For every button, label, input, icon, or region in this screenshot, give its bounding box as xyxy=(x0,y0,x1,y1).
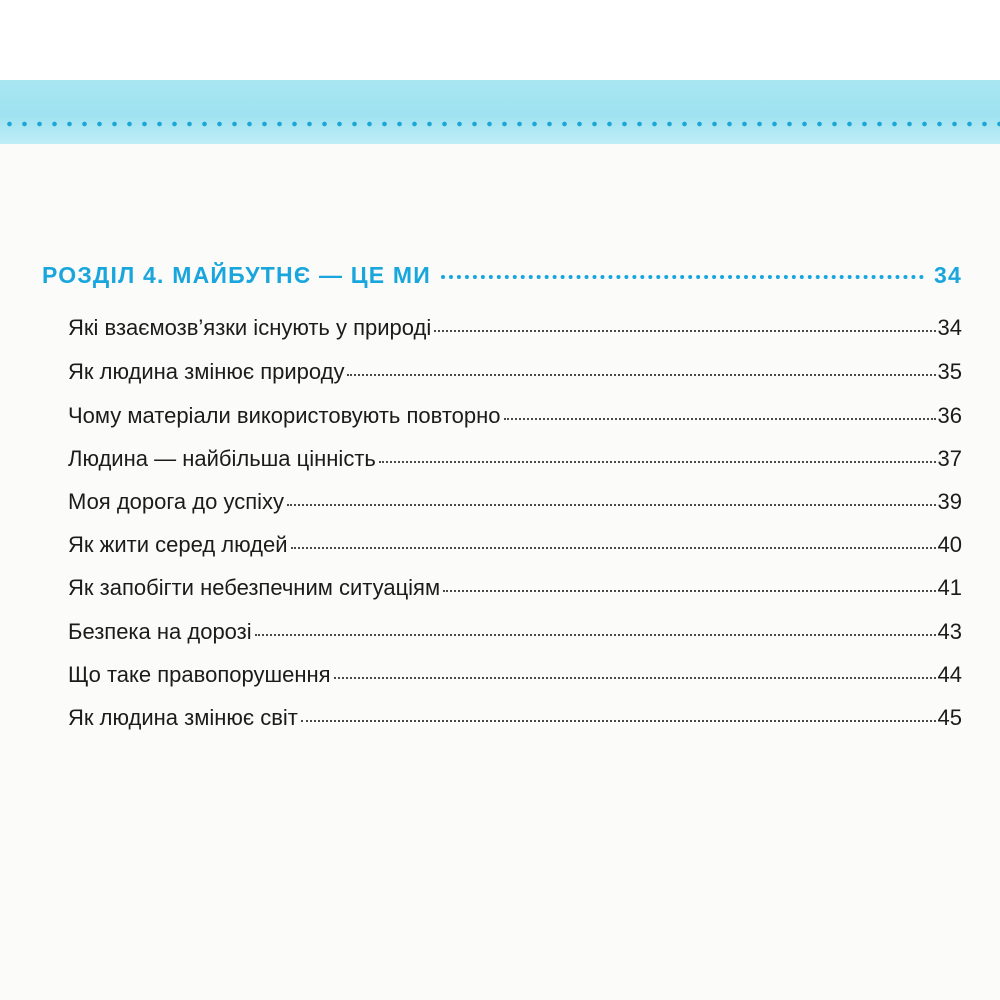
entry-title: Як людина змінює світ xyxy=(68,705,298,730)
toc-entry[interactable] xyxy=(68,575,962,605)
entry-title: Чому матеріали використовують повторно xyxy=(68,403,501,428)
entry-page-number: 35 xyxy=(937,359,962,384)
toc-entry[interactable] xyxy=(68,532,962,562)
toc-entry[interactable] xyxy=(68,446,962,476)
dot-leader xyxy=(443,590,935,592)
toc-entry[interactable] xyxy=(68,403,962,433)
entry-title: Як людина змінює природу xyxy=(68,359,345,384)
section-page-number: 34 xyxy=(934,262,962,288)
toc-entry[interactable] xyxy=(68,489,962,519)
dot-leader xyxy=(379,461,936,463)
entry-title: Моя дорога до успіху xyxy=(68,489,285,514)
entry-page-number: 39 xyxy=(937,489,962,514)
section-title: РОЗДІЛ 4. МАЙБУТНЄ — ЦЕ МИ xyxy=(42,262,432,288)
dot-leader xyxy=(255,634,936,636)
toc-entry[interactable] xyxy=(68,705,962,735)
dot-leader xyxy=(504,418,936,420)
entry-page-number: 44 xyxy=(937,662,962,687)
entry-page-number: 37 xyxy=(937,446,962,471)
toc-section-heading[interactable] xyxy=(42,262,962,296)
entry-page-number: 45 xyxy=(937,705,962,730)
entry-title: Які взаємозв’язки існують у природі xyxy=(68,315,432,340)
entry-page-number: 34 xyxy=(937,315,962,340)
dot-leader xyxy=(291,547,936,549)
toc-entry[interactable] xyxy=(68,359,962,389)
toc-entry[interactable] xyxy=(68,619,962,649)
entry-page-number: 43 xyxy=(937,619,962,644)
dot-leader xyxy=(347,374,935,376)
dot-leader xyxy=(287,504,936,506)
entry-page-number: 36 xyxy=(937,403,962,428)
dot-leader xyxy=(334,677,936,679)
toc-entry[interactable] xyxy=(68,315,962,345)
toc-entry[interactable] xyxy=(68,662,962,692)
entry-title: Що таке правопорушення xyxy=(68,662,331,687)
dot-leader xyxy=(441,275,924,279)
entry-title: Як жити серед людей xyxy=(68,532,288,557)
dot-leader xyxy=(301,720,936,722)
entry-page-number: 40 xyxy=(937,532,962,557)
entry-title: Безпека на дорозі xyxy=(68,619,252,644)
entry-title: Людина — найбільша цінність xyxy=(68,446,376,471)
entry-title: Як запобігти небезпечним ситуаціям xyxy=(68,575,441,600)
dot-leader xyxy=(434,330,935,332)
entry-page-number: 41 xyxy=(937,575,962,600)
